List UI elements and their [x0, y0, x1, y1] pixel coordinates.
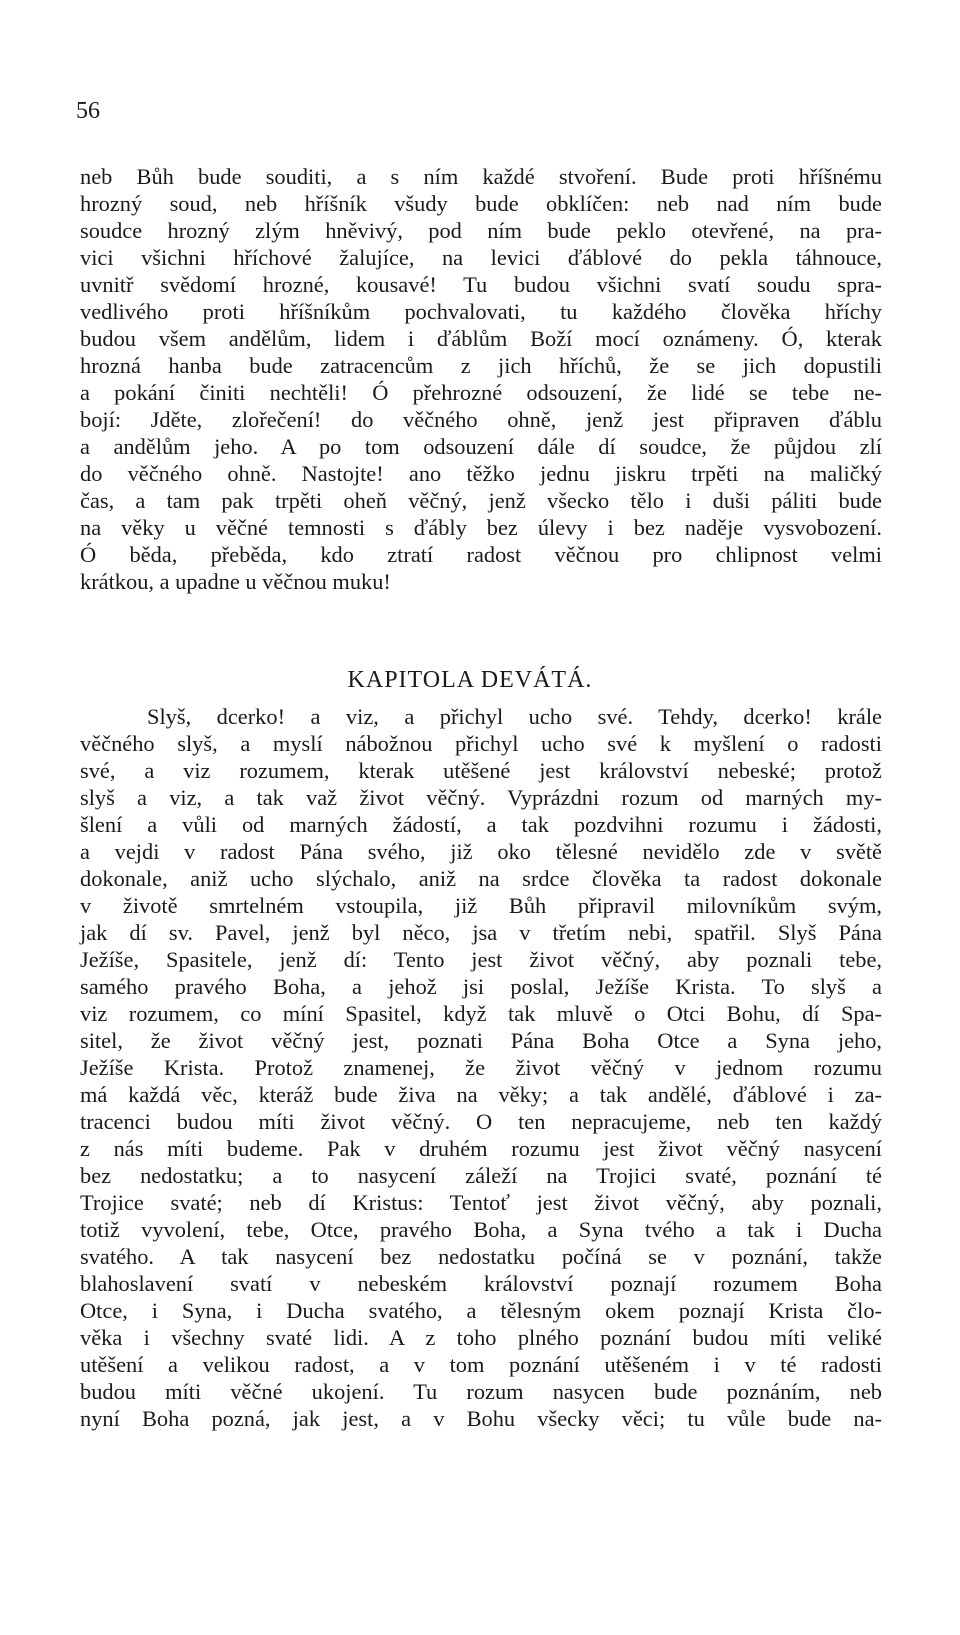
text-line: tracenci budou míti život věčný. O ten nepracujeme, neb ten každý [80, 1109, 882, 1134]
text-line: věka i všechny svaté lidi. A z toho plného poznání budou míti veliké [80, 1325, 882, 1350]
text-line: krátkou, a upadne u věčnou muku! [80, 569, 391, 594]
text-line: a andělům jeho. A po tom odsouzení dále dí soudce, že půjdou zlí [80, 434, 882, 459]
text-line: vedlivého proti hříšníkům pochvalovati, tu každého člověka hříchy [80, 299, 882, 324]
text-line: blahoslavení svatí v nebeském království poznají rozumem Boha [80, 1271, 882, 1296]
text-line: a vejdi v radost Pána svého, již oko tělesné nevidělo zde v světě [80, 839, 882, 864]
text-line: Ježíše, Spasitele, jenž dí: Tento jest život věčný, aby poznali tebe, [80, 947, 882, 972]
text-line: neb Bůh bude souditi, a s ním každé stvoření. Bude proti hříšnému [80, 164, 882, 189]
page-number: 56 [76, 98, 100, 124]
text-line: do věčného ohně. Nastojte! ano těžko jednu jiskru trpěti na maličký [80, 461, 882, 486]
text-line: samého pravého Boha, a jehož jsi poslal, Ježíše Krista. To slyš a [80, 974, 882, 999]
paragraph-one [80, 163, 882, 595]
chapter-title: KAPITOLA DEVÁTÁ. [347, 667, 593, 693]
text-line: své, a viz rozumem, kterak utěšené jest království nebeské; protož [80, 758, 882, 783]
text-line: hrozný soud, neb hříšník všudy bude obklíčen: neb nad ním bude [80, 191, 882, 216]
text-line: má každá věc, kteráž bude živa na věky; a tak andělé, ďáblové i za- [80, 1082, 882, 1107]
text-line: Ježíše Krista. Protož znamenej, že život věčný v jednom rozumu [80, 1055, 882, 1080]
text-line: šlení a vůli od marných žádostí, a tak pozdvihni rozumu i žádosti, [80, 812, 882, 837]
text-line: dokonale, aniž ucho slýchalo, aniž na srdce člověka ta radost dokonale [80, 866, 882, 891]
text-line: slyš a viz, a tak važ život věčný. Vyprázdni rozum od marných my- [80, 785, 882, 810]
text-line: totiž vyvolení, tebe, Otce, pravého Boha, a Syna tvého a tak i Ducha [80, 1217, 882, 1242]
text-line: Otce, i Syna, i Ducha svatého, a tělesným okem poznají Krista člo- [80, 1298, 882, 1323]
text-line: sitel, že život věčný jest, poznati Pána Boha Otce a Syna jeho, [80, 1028, 882, 1053]
text-line: uvnitř svědomí hrozné, kousavé! Tu budou všichni svatí soudu spra- [80, 272, 882, 297]
text-line: jak dí sv. Pavel, jenž byl něco, jsa v třetím nebi, spatřil. Slyš Pána [80, 920, 882, 945]
text-line: věčného slyš, a myslí nábožnou přichyl ucho své k myšlení o radosti [80, 731, 882, 756]
text-line: Trojice svaté; neb dí Kristus: Tentoť jest život věčný, aby poznali, [80, 1190, 882, 1215]
paragraph-two [80, 703, 882, 1432]
text-line: bojí: Jděte, zlořečení! do věčného ohně, jenž jest připraven ďáblu [80, 407, 882, 432]
text-line: v životě smrtelném vstoupila, již Bůh připravil milovníkům svým, [80, 893, 882, 918]
text-line: nyní Boha pozná, jak jest, a v Bohu všecky věci; tu vůle bude na- [80, 1406, 882, 1431]
text-line: čas, a tam pak trpěti oheň věčný, jenž všecko tělo i duši páliti bude [80, 488, 882, 513]
text-line: na věky u věčné temnosti s ďábly bez úlevy i bez naděje vysvobození. [80, 515, 882, 540]
text-line: viz rozumem, co míní Spasitel, když tak mluvě o Otci Bohu, dí Spa- [80, 1001, 882, 1026]
text-line: soudce hrozný zlým hněvivý, pod ním bude peklo otevřené, na pra- [80, 218, 882, 243]
text-line: bez nedostatku; a to nasycení záleží na Trojici svaté, poznání té [80, 1163, 882, 1188]
text-line: vici všichni hříchové žalujíce, na levici ďáblové do pekla táhnouce, [80, 245, 882, 270]
text-line: hrozná hanba bude zatracencům z jich hříchů, že se jich dopustili [80, 353, 882, 378]
text-line: Ó běda, přeběda, kdo ztratí radost věčnou pro chlipnost velmi [80, 542, 882, 567]
text-line: z nás míti budeme. Pak v druhém rozumu jest život věčný nasycení [80, 1136, 882, 1161]
text-line: utěšení a velikou radost, a v tom poznání utěšeném i v té radosti [80, 1352, 882, 1377]
text-line: Slyš, dcerko! a viz, a přichyl ucho své. Tehdy, dcerko! krále [147, 704, 882, 729]
text-line: a pokání činiti nechtěli! Ó přehrozné odsouzení, že lidé se tebe ne- [80, 380, 882, 405]
text-line: budou všem andělům, lidem i ďáblům Boží mocí oznámeny. Ó, kterak [80, 326, 882, 351]
text-line: svatého. A tak nasycení bez nedostatku počíná se v poznání, takže [80, 1244, 882, 1269]
text-line: budou míti věčné ukojení. Tu rozum nasycen bude poznáním, neb [80, 1379, 882, 1404]
